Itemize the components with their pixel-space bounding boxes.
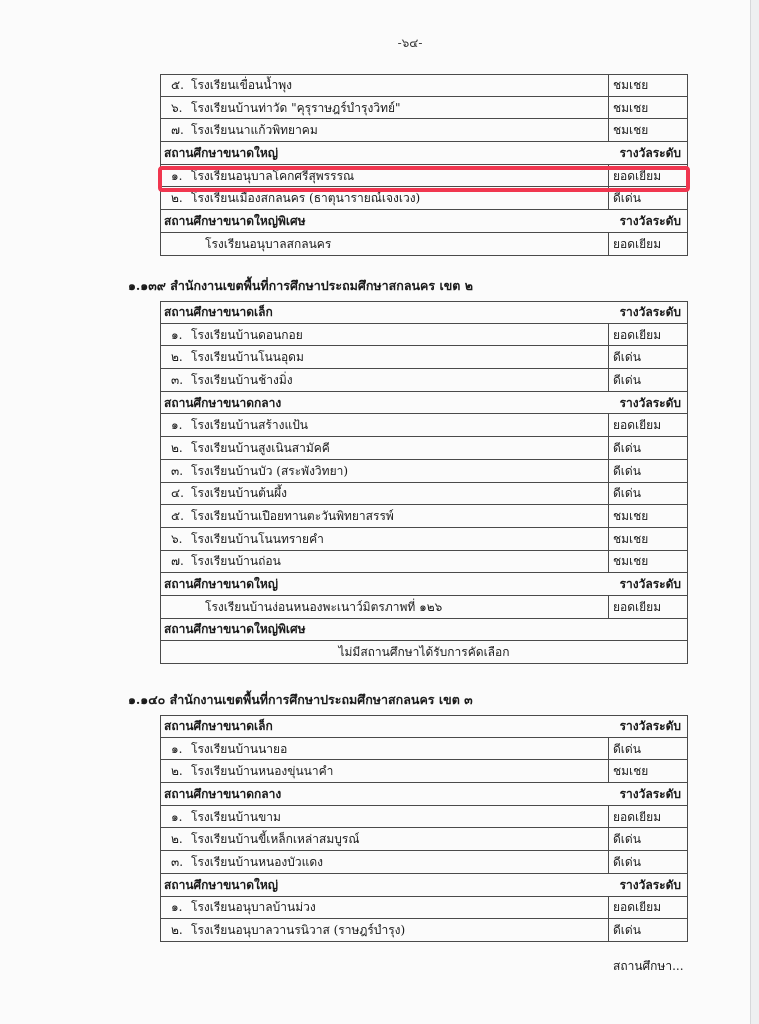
highlight-box <box>158 166 690 192</box>
school-name: โรงเรียนบ้านนายอ <box>191 741 288 756</box>
school-cell <box>161 142 609 164</box>
school-name: โรงเรียนบ้านเปือยทานตะวันพิทยาสรรพ์ <box>191 509 394 524</box>
school-cell <box>161 874 609 896</box>
school-name: โรงเรียนบ้านบัว (สระพังวิทยา) <box>191 463 349 478</box>
section-header-row <box>160 142 688 165</box>
item-number: ๓. <box>171 372 184 387</box>
item-number: ๕. <box>171 509 184 524</box>
table-row <box>160 828 688 851</box>
award-cell: ยอดเยี่ยม <box>613 169 662 182</box>
school-cell <box>161 851 609 873</box>
school-cell <box>161 324 609 346</box>
table-row <box>160 437 688 460</box>
section-header-row <box>160 783 688 806</box>
item-number: ๗. <box>171 123 184 138</box>
award-cell: ยอดเยี่ยม <box>613 328 662 341</box>
school-name: โรงเรียนบ้านหนองบัวแดง <box>191 854 324 869</box>
school-cell <box>161 783 609 805</box>
school-cell <box>161 392 609 414</box>
item-number: ๖. <box>171 531 183 546</box>
item-number: ๑. <box>171 900 183 915</box>
section-header-row <box>160 210 688 233</box>
school-name: โรงเรียนบ้านดอนกอย <box>191 327 303 342</box>
award-cell: ดีเด่น <box>613 464 641 477</box>
size-category: สถานศึกษาขนาดใหญ่ <box>164 145 278 160</box>
award-header: รางวัลระดับ <box>619 306 681 319</box>
award-header: รางวัลระดับ <box>619 878 681 891</box>
table-row <box>160 119 688 142</box>
item-number: ๒. <box>171 440 183 455</box>
size-category: สถานศึกษาขนาดใหญ่พิเศษ <box>164 622 306 637</box>
award-cell: ชมเชย <box>613 79 649 92</box>
item-number: ๑. <box>171 327 183 342</box>
item-number: ๒. <box>171 191 183 206</box>
award-header: รางวัลระดับ <box>619 720 681 733</box>
school-name: โรงเรียนบ้านขี้เหล็กเหล่าสมบูรณ์ <box>191 832 360 847</box>
award-cell: ชมเชย <box>613 510 649 523</box>
school-cell <box>161 302 609 323</box>
school-cell <box>161 716 609 737</box>
item-number: ๗. <box>171 554 184 569</box>
school-name: โรงเรียนบ้านสร้างแป้น <box>191 418 309 433</box>
school-cell <box>161 483 609 505</box>
table-row <box>160 760 688 783</box>
district-heading-2: ๑.๑๓๙ สำนักงานเขตพื้นที่การศึกษาประถมศึกษาสกลนคร เขต ๒ <box>128 278 474 293</box>
table-row <box>160 806 688 829</box>
award-cell: ดีเด่น <box>613 833 641 846</box>
section-header-row <box>160 619 688 642</box>
size-category: สถานศึกษาขนาดเล็ก <box>164 719 273 734</box>
school-cell <box>161 346 609 368</box>
school-name: โรงเรียนนาแก้วพิทยาคม <box>191 123 318 138</box>
table-row <box>160 74 688 97</box>
table-row <box>160 324 688 347</box>
table-row <box>160 897 688 920</box>
school-cell <box>161 528 609 550</box>
school-cell <box>161 505 609 527</box>
item-number: ๓. <box>171 463 184 478</box>
school-name: โรงเรียนอนุบาลสกลนคร <box>205 236 332 251</box>
school-name: โรงเรียนบ้านขาม <box>191 809 281 824</box>
table-sakon-nakhon-2 <box>160 301 688 664</box>
award-cell: ดีเด่น <box>613 373 641 386</box>
award-cell: ดีเด่น <box>613 192 641 205</box>
award-cell: ยอดเยี่ยม <box>613 419 662 432</box>
section-header-row <box>160 573 688 596</box>
school-name: โรงเรียนบ้านง่อนหนองพะเนาว์มิตรภาพที่ ๑๒๖ <box>205 599 443 614</box>
school-cell <box>161 233 609 255</box>
item-number: ๔. <box>171 486 184 501</box>
award-cell: ชมเชย <box>613 555 649 568</box>
school-cell <box>161 414 609 436</box>
table-row <box>160 738 688 761</box>
award-header: รางวัลระดับ <box>619 214 681 227</box>
school-cell <box>161 806 609 828</box>
school-name: โรงเรียนเมืองสกลนคร (ธาตุนารายณ์เจงเวง) <box>191 191 421 206</box>
table-row <box>160 460 688 483</box>
school-name: โรงเรียนเขื่อนน้ำพุง <box>191 78 292 93</box>
award-cell: ชมเชย <box>613 765 649 778</box>
item-number: ๖. <box>171 100 183 115</box>
table-row <box>160 369 688 392</box>
table-sakon-nakhon-1 <box>160 74 688 256</box>
school-name: โรงเรียนบ้านหนองขุ่นนาคำ <box>191 764 334 779</box>
item-number: ๒. <box>171 832 183 847</box>
table-row <box>160 596 688 619</box>
school-name: โรงเรียนบ้านสูงเนินสามัคคี <box>191 440 330 455</box>
school-cell <box>161 619 609 641</box>
item-number: ๑. <box>171 418 183 433</box>
school-cell <box>161 897 609 919</box>
award-header: รางวัลระดับ <box>619 146 681 159</box>
award-cell: ชมเชย <box>613 124 649 137</box>
award-header: รางวัลระดับ <box>619 787 681 800</box>
table-row <box>160 919 688 942</box>
school-name: โรงเรียนอนุบาลบ้านม่วง <box>191 900 316 915</box>
school-cell <box>161 97 609 119</box>
school-cell <box>161 919 609 941</box>
table-row <box>160 851 688 874</box>
table-row <box>160 483 688 506</box>
award-cell: ชมเชย <box>613 101 649 114</box>
school-cell <box>161 596 609 618</box>
school-name: โรงเรียนบ้านช้างมิ่ง <box>191 372 293 387</box>
table-row <box>160 97 688 120</box>
item-number: ๓. <box>171 854 184 869</box>
school-cell <box>161 75 609 96</box>
empty-message-row <box>160 641 688 664</box>
award-cell: ดีเด่น <box>613 487 641 500</box>
item-number: ๑. <box>171 168 183 183</box>
table-row <box>160 346 688 369</box>
size-category: สถานศึกษาขนาดกลาง <box>164 395 282 410</box>
school-cell <box>161 828 609 850</box>
award-cell: ดีเด่น <box>613 441 641 454</box>
empty-message: ไม่มีสถานศึกษาได้รับการคัดเลือก <box>338 645 510 660</box>
school-name: โรงเรียนบ้านโนนทรายคำ <box>191 531 324 546</box>
section-header-row <box>160 874 688 897</box>
section-header-row <box>160 715 688 738</box>
school-cell <box>161 369 609 391</box>
size-category: สถานศึกษาขนาดเล็ก <box>164 305 273 320</box>
table-row <box>160 505 688 528</box>
school-cell <box>161 551 609 573</box>
award-cell: ดีเด่น <box>613 351 641 364</box>
item-number: ๑. <box>171 809 183 824</box>
table-row <box>160 528 688 551</box>
page-number: -๖๔- <box>397 36 423 50</box>
section-header-row <box>160 392 688 415</box>
award-cell: ชมเชย <box>613 532 649 545</box>
item-number: ๕. <box>171 78 184 93</box>
table-row <box>160 551 688 574</box>
school-name: โรงเรียนบ้านถ่อน <box>191 554 281 569</box>
school-cell <box>161 760 609 782</box>
item-number: ๑. <box>171 741 183 756</box>
award-cell: ยอดเยี่ยม <box>613 600 662 613</box>
size-category: สถานศึกษาขนาดกลาง <box>164 786 282 801</box>
school-name: โรงเรียนอนุบาลวานรนิวาส (ราษฎร์บำรุง) <box>191 923 406 938</box>
school-cell <box>161 437 609 459</box>
section-header-row <box>160 301 688 324</box>
award-header: รางวัลระดับ <box>619 396 681 409</box>
school-name: โรงเรียนบ้านโนนอุดม <box>191 350 304 365</box>
continued-note: สถานศึกษา... <box>613 959 684 973</box>
school-cell <box>161 119 609 141</box>
school-cell <box>161 210 609 232</box>
item-number: ๒. <box>171 764 183 779</box>
award-cell: ดีเด่น <box>613 742 641 755</box>
district-heading-3: ๑.๑๔๐ สำนักงานเขตพื้นที่การศึกษาประถมศึกษาสกลนคร เขต ๓ <box>128 692 473 707</box>
size-category: สถานศึกษาขนาดใหญ่ <box>164 877 278 892</box>
school-name: โรงเรียนบ้านท่าวัด "คุรุราษฎร์บำรุงวิทย์" <box>191 100 401 115</box>
award-cell: ยอดเยี่ยม <box>613 901 662 914</box>
table-row <box>160 233 688 256</box>
school-name: โรงเรียนอนุบาลโคกศรีสุพรรรณ <box>191 168 355 183</box>
table-sakon-nakhon-3 <box>160 715 688 942</box>
school-cell <box>161 738 609 760</box>
award-cell: ดีเด่น <box>613 924 641 937</box>
award-cell: ยอดเยี่ยม <box>613 237 662 250</box>
school-cell <box>161 460 609 482</box>
school-name: โรงเรียนบ้านต้นผึ้ง <box>191 486 287 501</box>
size-category: สถานศึกษาขนาดใหญ่พิเศษ <box>164 213 306 228</box>
award-cell: ดีเด่น <box>613 855 641 868</box>
size-category: สถานศึกษาขนาดใหญ่ <box>164 577 278 592</box>
item-number: ๒. <box>171 923 183 938</box>
school-cell <box>161 573 609 595</box>
award-header: รางวัลระดับ <box>619 578 681 591</box>
award-cell: ยอดเยี่ยม <box>613 810 662 823</box>
item-number: ๒. <box>171 350 183 365</box>
table-row <box>160 414 688 437</box>
